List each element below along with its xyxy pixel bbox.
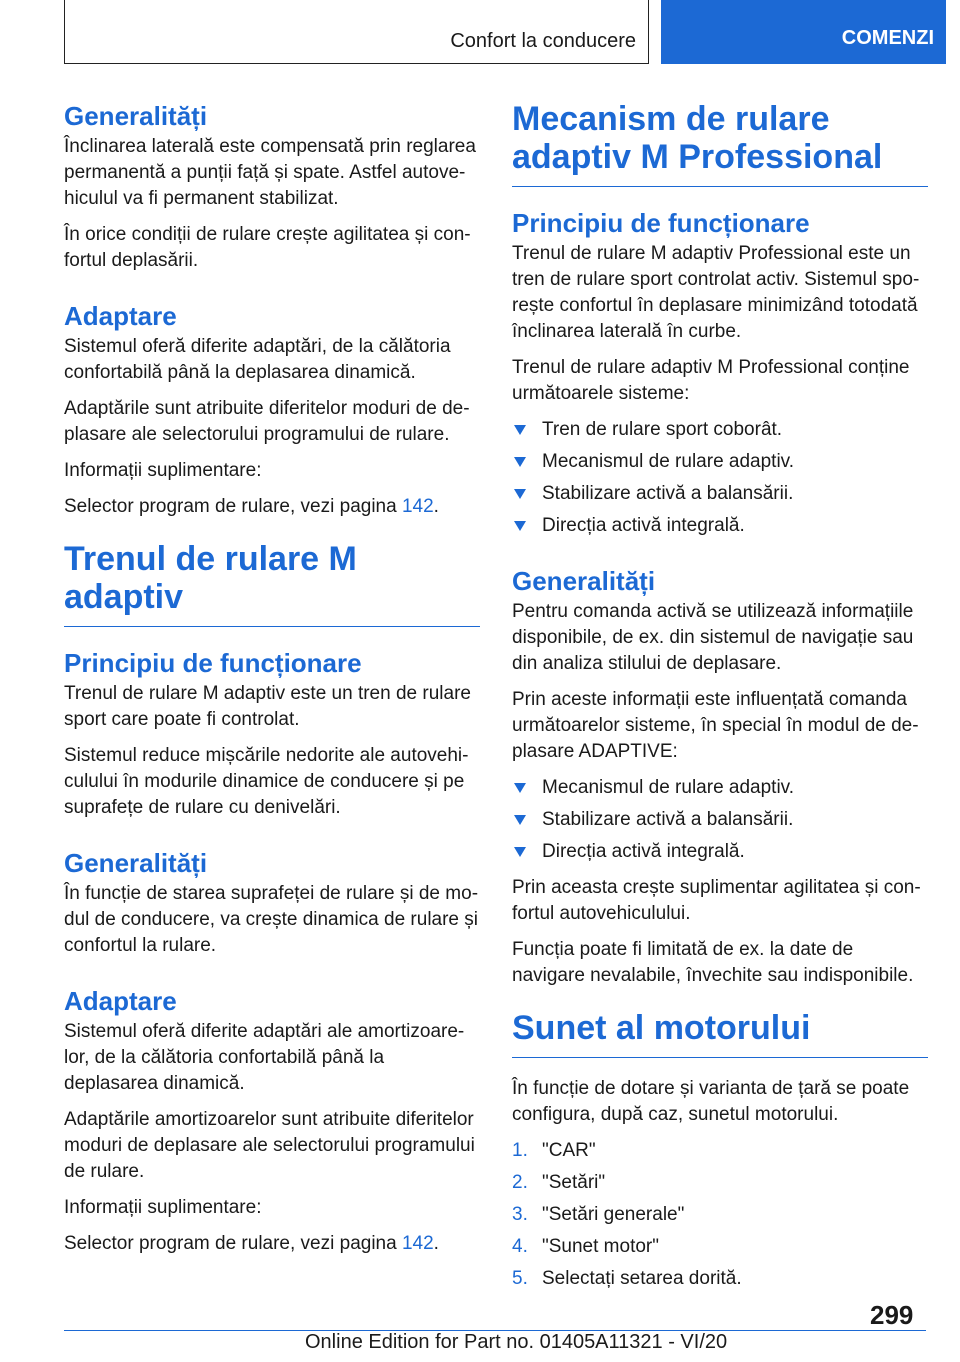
header-section-box (64, 0, 649, 64)
paragraph: Trenul de rulare adaptiv M Professional conține următoarele sisteme: (512, 357, 910, 404)
section-heading-principiu: Principiu de funcționare (512, 208, 810, 238)
section-heading-adaptare: Adaptare (64, 301, 177, 331)
section-heading-generalitati: Generalități (64, 101, 208, 131)
step-number: 3. (512, 1204, 528, 1225)
paragraph: În funcție de dotare și varianta de țară se poate configura, după caz, sunetul motorului. (512, 1078, 910, 1125)
paragraph: Adaptările amortizoarelor sunt atribuite diferitelor moduri de deplasare ale selectorului programului de rulare. (64, 1109, 475, 1182)
paragraph: Prin aceasta crește suplimentar agilitatea și confortul autovehiculului. (512, 877, 921, 924)
step-text: "Setări" (542, 1172, 606, 1193)
step-item (512, 1138, 928, 1164)
list-item-text: Tren de rulare sport coborât. (542, 419, 783, 440)
cross-reference-text: Selector program de rulare, vezi pagina (64, 496, 402, 517)
cross-reference: Selector program de rulare, vezi pagina 142. (64, 1233, 439, 1254)
triangle-bullet-icon (514, 489, 526, 499)
step-text: "CAR" (542, 1140, 596, 1161)
paragraph: Trenul de rulare M adaptiv este un tren de rulare sport care poate fi controlat. (64, 683, 471, 730)
step-item (512, 1234, 928, 1260)
section-heading-generalitati: Generalități (64, 848, 208, 878)
step-item (512, 1170, 928, 1196)
section-heading-generalitati: Generalități (512, 566, 656, 596)
cross-reference: Selector program de rulare, vezi pagina 142. (64, 496, 439, 517)
triangle-bullet-icon (514, 815, 526, 825)
header-tab-label: COMENZI (841, 26, 934, 49)
list-item (512, 839, 928, 865)
step-number: 1. (512, 1140, 528, 1161)
paragraph: Adaptările sunt atribuite diferitelor moduri de deplasare ale selectorului programului de rulare. (64, 398, 470, 445)
step-item (512, 1202, 928, 1228)
systems-list (512, 417, 928, 539)
list-item-text: Stabilizare activă a balansării. (542, 483, 794, 504)
paragraph: Funcția poate fi limitată de ex. la date de navigare nevalabile, învechite sau indisponibile. (512, 939, 914, 986)
list-item-text: Mecanismul de rulare adaptiv. (542, 451, 795, 472)
step-item (512, 1266, 928, 1292)
page-link[interactable]: 142 (401, 496, 434, 517)
paragraph: Sistemul oferă diferite adaptări, de la călătoria confortabilă până la deplasarea dinamică. (64, 336, 451, 383)
list-item (512, 513, 928, 539)
step-text: Selectați setarea dorită. (542, 1268, 742, 1289)
chapter-heading-trenul-de-rulare: Trenul de rulare M adaptiv (64, 540, 480, 627)
footer-edition: Online Edition for Part no. 01405A11321 - VI/20 (305, 1331, 728, 1353)
paragraph: Sistemul reduce mișcările nedorite ale autovehiculului în modurile dinamice de conducere și pe suprafețe de rulare cu denivelări. (64, 745, 469, 818)
steps-list (512, 1138, 928, 1292)
triangle-bullet-icon (514, 457, 526, 467)
list-item-text: Mecanismul de rulare adaptiv. (542, 777, 795, 798)
list-item (512, 417, 928, 443)
paragraph: Trenul de rulare M adaptiv Professional este un tren de rulare sport controlat activ. Sistemul sporește confortul în deplasare minimizând totodată înclinarea laterală în curbe. (512, 243, 920, 342)
step-number: 5. (512, 1268, 528, 1289)
chapter-heading-mecanism: Mecanism de rulare adaptiv M Professional (512, 100, 928, 187)
step-text: "Sunet motor" (542, 1236, 659, 1257)
section-heading-principiu: Principiu de funcționare (64, 648, 362, 678)
list-item (512, 775, 928, 801)
triangle-bullet-icon (514, 425, 526, 435)
paragraph: Prin aceste informații este influențată comanda următoarelor sisteme, în special în modul de deplasare ADAPTIVE: (512, 689, 919, 762)
paragraph: În funcție de starea suprafeței de rulare și de modul de conducere, va crește dinamica de rulare și confortul la rulare. (64, 883, 479, 956)
cross-reference-text: Selector program de rulare, vezi pagina (64, 1233, 402, 1254)
list-item (512, 807, 928, 833)
list-item-text: Stabilizare activă a balansării. (542, 809, 794, 830)
list-item-text: Direcția activă integrală. (542, 841, 745, 862)
paragraph: Informații suplimentare: (64, 1197, 262, 1218)
step-number: 2. (512, 1172, 528, 1193)
adaptive-systems-list (512, 775, 928, 865)
page-number: 299 (870, 1300, 914, 1330)
chapter-heading-sunet-motor: Sunet al motorului (512, 1009, 928, 1058)
triangle-bullet-icon (514, 847, 526, 857)
step-number: 4. (512, 1236, 528, 1257)
right-column (512, 100, 928, 1298)
triangle-bullet-icon (514, 521, 526, 531)
list-item-text: Direcția activă integrală. (542, 515, 745, 536)
list-item (512, 449, 928, 475)
paragraph: În orice condiții de rulare crește agilitatea și confortul deplasării. (64, 224, 471, 271)
left-column (64, 100, 480, 1267)
page-link[interactable]: 142 (401, 1233, 434, 1254)
paragraph: Informații suplimentare: (64, 460, 262, 481)
header-section-title: Confort la conducere (450, 30, 636, 52)
paragraph: Pentru comanda activă se utilizează informațiile disponibile, de ex. din sistemul de navigație sau din analiza stilului de deplasare. (512, 601, 914, 674)
step-text: "Setări generale" (542, 1204, 685, 1225)
section-heading-adaptare: Adaptare (64, 986, 177, 1016)
header-tab-comenzi[interactable] (661, 0, 946, 64)
paragraph: Sistemul oferă diferite adaptări ale amortizoarelor, de la călătoria confortabilă până la deplasarea dinamică. (64, 1021, 465, 1094)
triangle-bullet-icon (514, 783, 526, 793)
paragraph: Înclinarea laterală este compensată prin reglarea permanentă a punții față și spate. Astfel autovehiculul va fi permanent stabilizat. (64, 136, 476, 209)
list-item (512, 481, 928, 507)
